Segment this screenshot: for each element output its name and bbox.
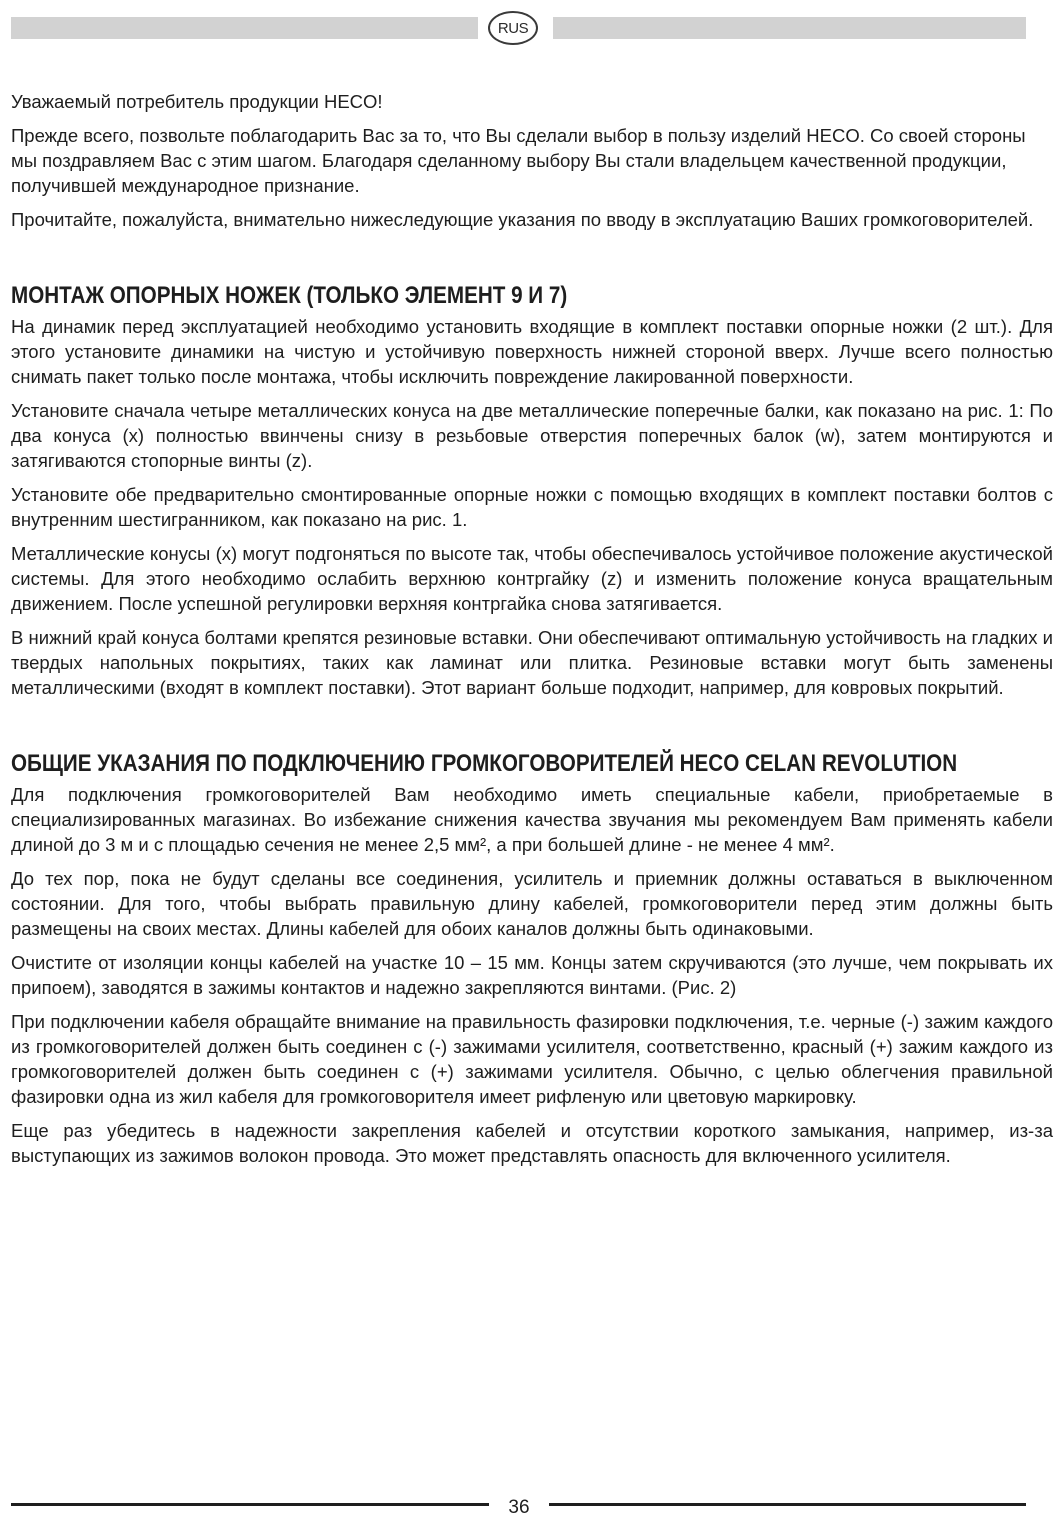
footer-rule-right <box>549 1503 1026 1506</box>
montage-paragraph: Металлические конусы (x) могут подгоняться по высоте так, чтобы обеспечивалось устойчивое положение акустической системы. Для этого необходимо ослабить верхнюю контргайку (z) и изменить положение конуса вращательным движением. После успешной регулировки верхняя контргайка снова затягивается. <box>11 543 1053 614</box>
greeting: Уважаемый потребитель продукции HECO! <box>11 91 383 112</box>
general-paragraph: Еще раз убедитесь в надежности закрепления кабелей и отсутствии короткого замыкания, например, из-за выступающих из зажимов волокон провода. Это может представлять опасность для включенного усилителя. <box>11 1120 1053 1166</box>
section-heading-general: ОБЩИЕ УКАЗАНИЯ ПО ПОДКЛЮЧЕНИЮ ГРОМКОГОВОРИТЕЛЕЙ HECO CELAN REVOLUTION <box>11 750 958 777</box>
header-bar-left <box>11 17 478 39</box>
montage-paragraph: В нижний край конуса болтами крепятся резиновые вставки. Они обеспечивают оптимальную устойчивость на гладких и твердых напольных покрытиях, таких как ламинат или плитка. Резиновые вставки могут быть заменены металлическими (входят в комплект поставки). Этот вариант больше подходит, например, для ковровых покрытий. <box>11 627 1053 698</box>
general-paragraph: При подключении кабеля обращайте внимание на правильность фазировки подключения, т.е. черные (-) зажим каждого из громкоговорителей должен быть соединен с (-) зажимами усилителя, соответственно, красный (+) зажим каждого из громкоговорителей должен быть соединен с (+) зажимами усилителя. Обычно, с целью облегчения правильной фазировки одна из жил кабеля для громкоговорителя имеет рифленую или цветовую маркировку. <box>11 1011 1053 1107</box>
montage-paragraph: Установите обе предварительно смонтированные опорные ножки с помощью входящих в комплект поставки болтов с внутренним шестигранником, как показано на рис. 1. <box>11 484 1053 530</box>
page-number: 36 <box>508 1497 530 1518</box>
montage-paragraph: Установите сначала четыре металлических конуса на две металлические поперечные балки, как показано на рис. 1: По два конуса (x) полностью ввинчены снизу в резьбовые отверстия поперечных балок (w), затем монтируются и затягиваются стопорные винты (z). <box>11 400 1053 471</box>
montage-paragraph: На динамик перед эксплуатацией необходимо установить входящие в комплект поставки опорные ножки (2 шт.). Для этого установите динамики на чистую и устойчивую поверхность нижней стороной вверх. Лучше всего полностью снимать пакет только после монтажа, чтобы исключить повреждение лакированной поверхности. <box>11 316 1053 387</box>
language-badge: RUS <box>488 11 538 45</box>
general-paragraph: До тех пор, пока не будут сделаны все соединения, усилитель и приемник должны оставаться в выключенном состоянии. Для того, чтобы выбрать правильную длину кабелей, громкоговорители перед этим должны быть размещены на своих местах. Длины кабелей для обоих каналов должны быть одинаковыми. <box>11 868 1053 939</box>
general-paragraph: Очистите от изоляции концы кабелей на участке 10 – 15 мм. Концы затем скручиваются (это лучше, чем покрывать их припоем), заводятся в зажимы контактов и надежно закрепляются винтами. (Рис. 2) <box>11 952 1053 998</box>
page-content <box>11 89 1053 1168</box>
header-bar-right <box>553 17 1026 39</box>
intro-paragraph: Прежде всего, позвольте поблагодарить Вас за то, что Вы сделали выбор в пользу изделий HECO. Со своей стороны мы поздравляем Вас с этим шагом. Благодаря сделанному выбору Вы стали владельцем качественной продукции, получившей международное признание. <box>11 125 1026 196</box>
section-heading-montage: МОНТАЖ ОПОРНЫХ НОЖЕК (ТОЛЬКО ЭЛЕМЕНТ 9 И 7) <box>11 282 568 309</box>
footer-rule-left <box>11 1503 489 1506</box>
intro-paragraph: Прочитайте, пожалуйста, внимательно нижеследующие указания по вводу в эксплуатацию Ваших громкоговорителей. <box>11 209 1034 230</box>
general-paragraph: Для подключения громкоговорителей Вам необходимо иметь специальные кабели, приобретаемые в специализированных магазинах. Во избежание снижения качества звучания мы рекомендуем Вам применять кабели длиной до 3 м и с площадью сечения не менее 2,5 мм², а при большей длине - не менее 4 мм². <box>11 784 1053 855</box>
